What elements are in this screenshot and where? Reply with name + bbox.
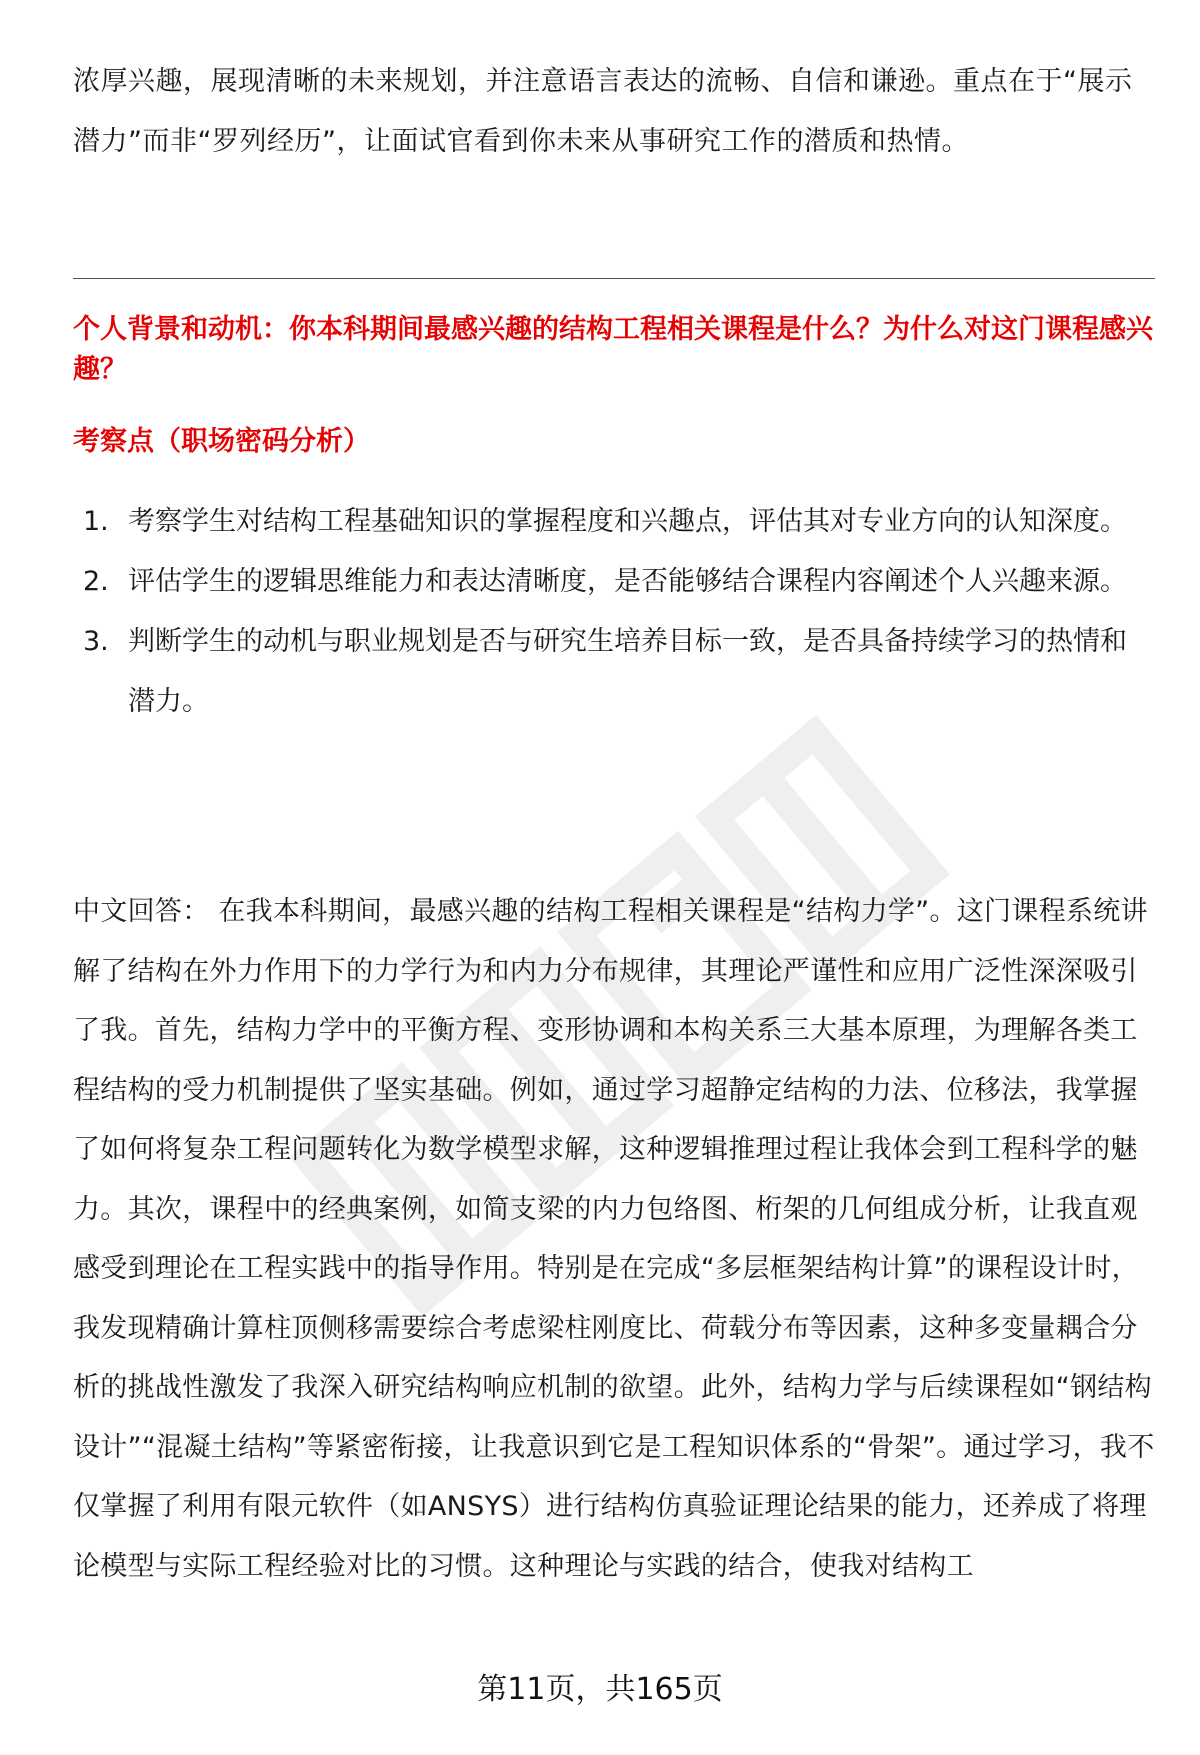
- analysis-heading: 考察点（职场密码分析）: [73, 426, 370, 457]
- section-divider: [73, 278, 1155, 279]
- list-item-text: 判断学生的动机与职业规划是否与研究生培养目标一致，是否具备持续学习的热情和潜力。: [128, 626, 1127, 717]
- list-item: [73, 552, 1153, 612]
- answer-paragraph: 中文回答： 在我本科期间，最感兴趣的结构工程相关课程是“结构力学”。这门课程系统讲解了结构在外力作用下的力学行为和内力分布规律，其理论严谨性和应用广泛性深深吸引了我。首先，结构力学中的平衡方程、变形协调和本构关系三大基本原理，为理解各类工程结构的受力机制提供了坚实基础。例如，通过学习超静定结构的力法、位移法，我掌握了如何将复杂工程问题转化为数学模型求解，这种逻辑推理过程让我体会到工程科学的魅力。其次，课程中的经典案例，如简支梁的内力包络图、桁架的几何组成分析，让我直观感受到理论在工程实践中的指导作用。特别是在完成“多层框架结构计算”的课程设计时，我发现精确计算柱顶侧移需要综合考虑梁柱刚度比、荷载分布等因素，这种多变量耦合分析的挑战性激发了我深入研究结构响应机制的欲望。此外，结构力学与后续课程如“钢结构设计”“混凝土结构”等紧密衔接，让我意识到它是工程知识体系的“骨架”。通过学习，我不仅掌握了利用有限元软件（如ANSYS）进行结构仿真验证理论结果的能力，还养成了将理论模型与实际工程经验对比的习惯。这种理论与实践的结合，使我对结构工: [73, 896, 1155, 1582]
- list-item: [73, 492, 1153, 552]
- intro-paragraph: 浓厚兴趣，展现清晰的未来规划，并注意语言表达的流畅、自信和谦逊。重点在于“展示潜力”而非“罗列经历”，让面试官看到你未来从事研究工作的潜质和热情。: [73, 66, 1133, 157]
- list-item-text: 评估学生的逻辑思维能力和表达清晰度，是否能够结合课程内容阐述个人兴趣来源。: [128, 566, 1127, 597]
- list-item-text: 考察学生对结构工程基础知识的掌握程度和兴趣点，评估其对专业方向的认知深度。: [128, 506, 1127, 537]
- list-item-number: 2.: [83, 566, 109, 597]
- list-item-number: 3.: [83, 626, 109, 657]
- list-item: [73, 612, 1153, 732]
- list-item-number: 1.: [83, 506, 109, 537]
- assessment-points-list: [73, 492, 1153, 732]
- question-heading: 个人背景和动机：你本科期间最感兴趣的结构工程相关课程是什么？为什么对这门课程感兴趣？: [73, 314, 1153, 385]
- page-number: 第11页，共165页: [477, 1672, 723, 1707]
